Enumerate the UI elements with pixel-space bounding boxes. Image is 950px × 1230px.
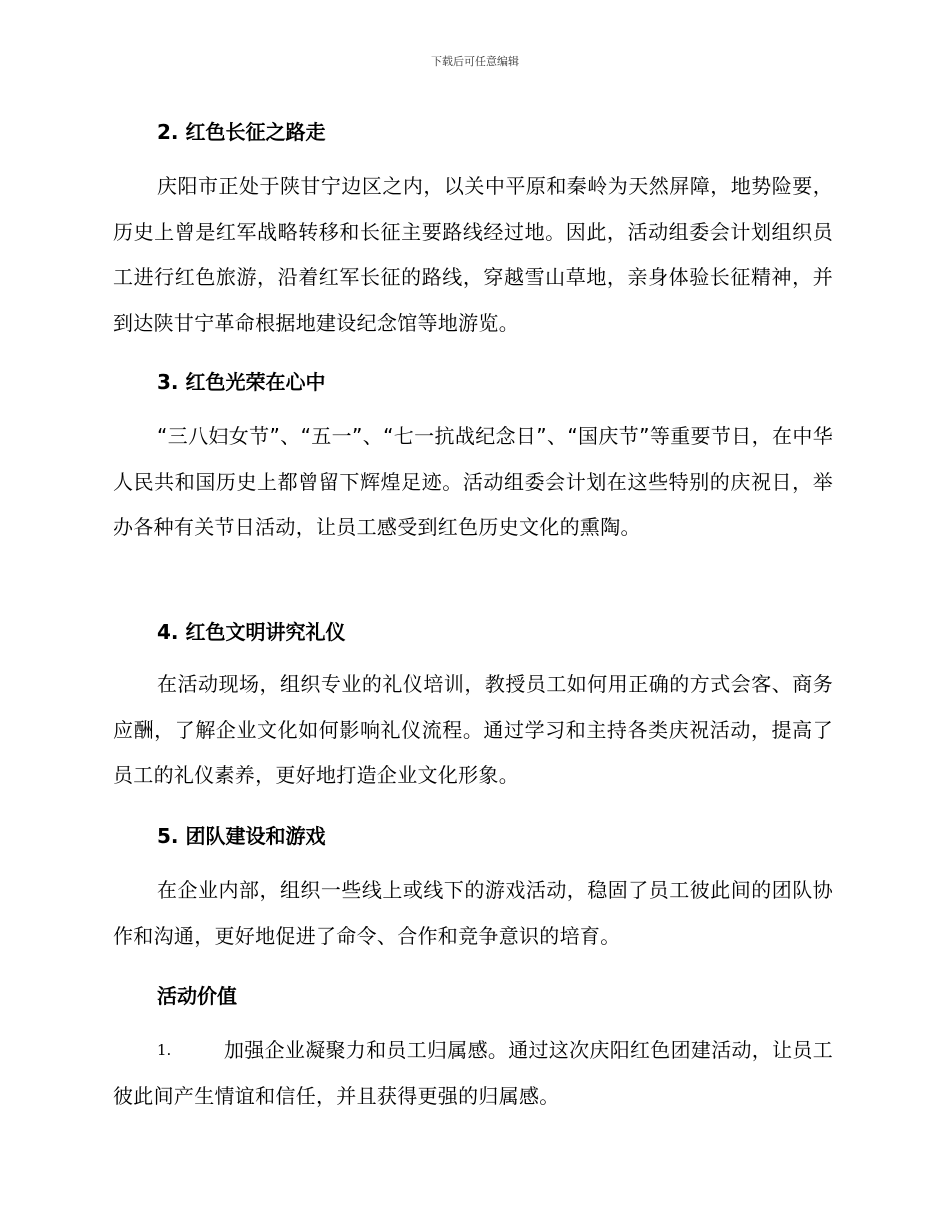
page-header: 下载后可任意编辑	[431, 55, 519, 68]
value-list-item-1	[113, 1028, 833, 1119]
list-text: 加强企业凝聚力和员工归属感。通过这次庆阳红色团建活动，让员工彼此间产生情谊和信任，并且获得更强的归属感。	[113, 1038, 833, 1108]
section-heading-2: 2. 红色长征之路走	[157, 120, 326, 144]
section-body-2: 庆阳市正处于陕甘宁边区之内，以关中平原和秦岭为天然屏障，地势险要，历史上曾是红军战略转移和长征主要路线经过地。因此，活动组委会计划组织员工进行红色旅游，沿着红军长征的路线，穿越雪山草地，亲身体验长征精神，并到达陕甘宁革命根据地建设纪念馆等地游览。	[113, 174, 833, 335]
section-heading-4: 4. 红色文明讲究礼仪	[157, 620, 346, 644]
section-heading-3: 3. 红色光荣在心中	[157, 370, 326, 394]
section-heading-5: 5. 团队建设和游戏	[157, 824, 326, 848]
value-heading: 活动价值	[157, 984, 237, 1008]
section-body-4: 在活动现场，组织专业的礼仪培训，教授员工如何用正确的方式会客、商务应酬，了解企业文化如何影响礼仪流程。通过学习和主持各类庆祝活动，提高了员工的礼仪素养，更好地打造企业文化形象。	[113, 672, 833, 787]
section-body-3: “三八妇女节”、“五一”、“七一抗战纪念日”、“国庆节”等重要节日，在中华人民共和国历史上都曾留下辉煌足迹。活动组委会计划在这些特别的庆祝日，举办各种有关节日活动，让员工感受到红色历史文化的熏陶。	[113, 424, 833, 539]
list-number: 1.	[157, 1041, 172, 1059]
section-body-5: 在企业内部，组织一些线上或线下的游戏活动，稳固了员工彼此间的团队协作和沟通，更好地促进了命令、合作和竞争意识的培育。	[113, 878, 833, 948]
